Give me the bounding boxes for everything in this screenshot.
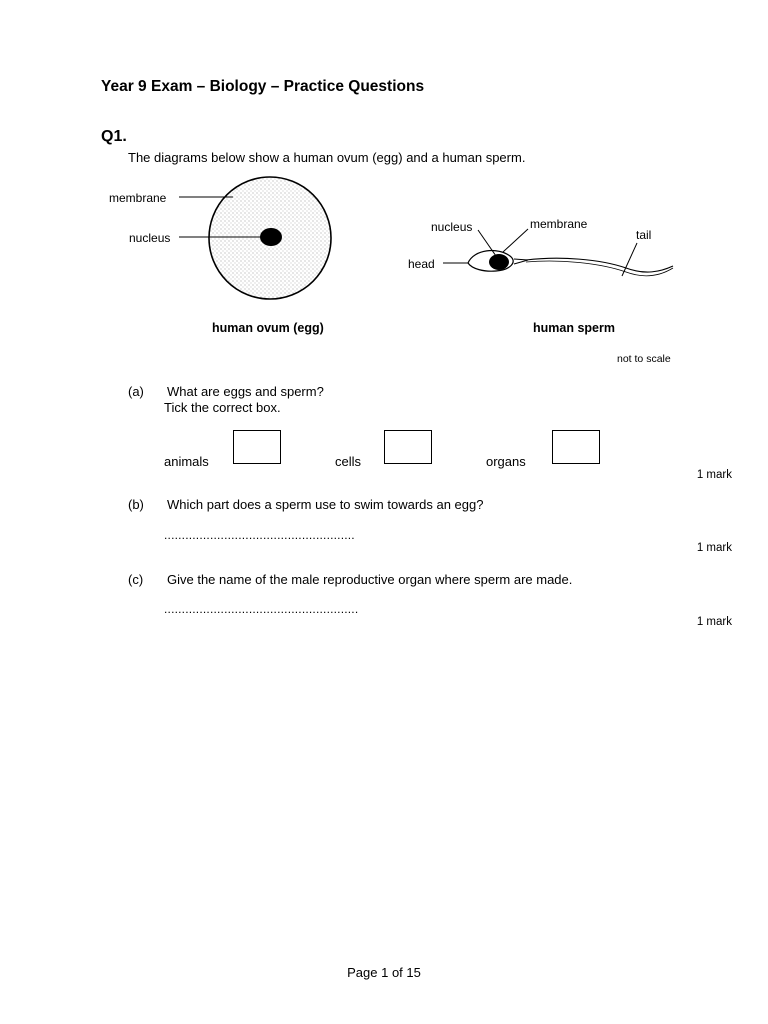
scale-note: not to scale — [617, 353, 671, 365]
sperm-membrane-label: membrane — [530, 217, 588, 231]
part-a-mark: 1 mark — [696, 469, 732, 481]
sperm-caption: human sperm — [533, 321, 615, 335]
part-a-question: What are eggs and sperm? — [167, 384, 324, 399]
option-organs-checkbox[interactable] — [552, 430, 600, 464]
page-title: Year 9 Exam – Biology – Practice Questions — [101, 78, 425, 95]
part-c-mark: 1 mark — [696, 616, 732, 628]
option-cells-label: cells — [335, 454, 362, 469]
option-animals-checkbox[interactable] — [233, 430, 281, 464]
part-b-question: Which part does a sperm use to swim towards an egg? — [167, 497, 484, 512]
part-b-answer-line[interactable]: ...................................................... — [164, 528, 355, 542]
ovum-membrane-label: membrane — [109, 191, 167, 205]
ovum-nucleus-label: nucleus — [129, 231, 171, 245]
option-cells-checkbox[interactable] — [384, 430, 432, 464]
sperm-membrane-pointer — [503, 229, 528, 252]
question-number: Q1. — [101, 128, 127, 145]
part-c-question: Give the name of the male reproductive organ where sperm are made. — [167, 572, 573, 587]
sperm-midpiece — [514, 259, 528, 264]
ovum-diagram — [109, 177, 331, 299]
question-intro: The diagrams below show a human ovum (egg) and a human sperm. — [128, 150, 526, 165]
sperm-head-label: head — [408, 257, 435, 271]
part-a-letter: (a) — [128, 384, 144, 399]
part-c-answer-line[interactable]: ....................................................... — [164, 602, 359, 616]
part-b-letter: (b) — [128, 497, 144, 512]
sperm-nucleus — [489, 254, 509, 270]
ovum-caption: human ovum (egg) — [212, 321, 324, 335]
ovum-nucleus — [260, 228, 282, 246]
sperm-nucleus-label: nucleus — [431, 220, 473, 234]
sperm-tail-label: tail — [636, 228, 652, 242]
cell-diagrams — [0, 170, 768, 370]
page-number: Page 1 of 15 — [347, 965, 421, 980]
option-animals-label: animals — [164, 454, 209, 469]
option-organs-label: organs — [486, 454, 526, 469]
sperm-diagram — [408, 217, 673, 276]
part-b-mark: 1 mark — [696, 542, 732, 554]
sperm-tail-inner — [526, 261, 673, 276]
part-c-letter: (c) — [128, 572, 144, 587]
part-a-instruction: Tick the correct box. — [164, 400, 281, 415]
